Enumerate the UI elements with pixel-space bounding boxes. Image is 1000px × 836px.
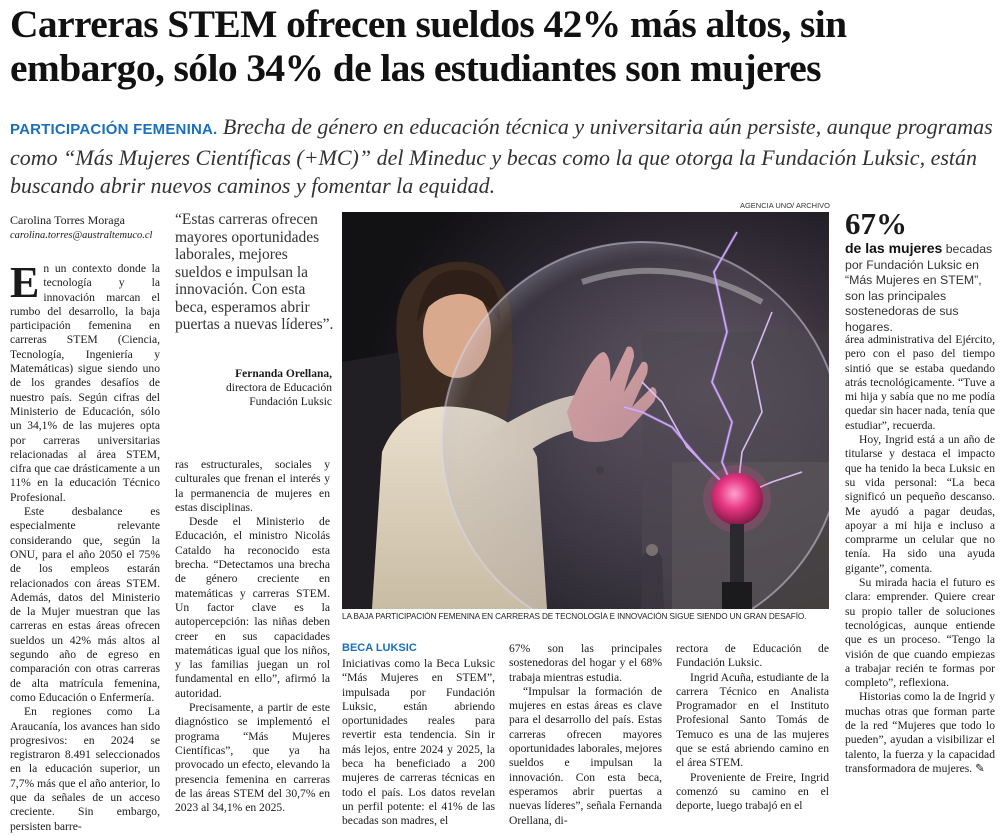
- column-3: [342, 657, 495, 829]
- paragraph: Hoy, Ingrid está a un año de titularse y destaca el impacto que ha tenido la beca Luksic en su vida personal: “La beca significó un pequeño descanso. Me ayudó a pagar deudas, apoyar a mi hija e incluso a comprarme un celular que no tenía. Ha sido una ayuda gigante”, comenta.: [845, 433, 995, 575]
- column-6: [845, 333, 995, 776]
- paragraph: Proveniente de Freire, Ingrid comenzó su camino en el deporte, luego trabajó en el: [676, 770, 829, 813]
- headline: Carreras STEM ofrecen sueldos 42% más altos, sin embargo, sólo 34% de las estudiantes son mujeres: [10, 2, 847, 90]
- stat-text: becadas por Fundación Luksic en “Más Mujeres en STEM”, son las principales sostenedoras de sus hogares.: [845, 242, 993, 334]
- section-label: BECA LUKSIC: [342, 642, 417, 654]
- stat-number: 67%: [845, 206, 907, 241]
- author-email: carolina.torres@australtemuco.cl: [10, 230, 153, 241]
- paragraph: Este desbalance es especialmente relevante considerando que, según la ONU, para el año 2050 el 75% de los empleos estarán relacionados con áreas STEM. Además, datos del Ministerio de la Mujer muestran que las carreras en estas áreas ofrecen sueldos un 42% más altos al segundo año de egreso en comparación con otras carreras de alta matrícula femenina, como Educación o Enfermería.: [10, 505, 160, 704]
- paragraph: Ingrid Acuña, estudiante de la carrera Técnico en Analista Programador en el Instituto Profesional Santo Tomás de Temuco es una de las mujeres que se está abriendo camino en el área STEM.: [676, 670, 829, 770]
- pull-quote-attribution: [175, 367, 332, 409]
- byline: [10, 212, 170, 244]
- drop-cap: E: [10, 258, 40, 307]
- column-4: [509, 642, 662, 828]
- paragraph: “Impulsar la formación de mujeres en estas áreas es clave para el desarrollo del país. Estas carreras ofrecen mayores oportunidades laborales, mejores sueldos e impulsan la innovación. Con esta beca, esperamos abrir puertas a nuevas líderes”, señala Fernanda Orellana, di-: [509, 684, 662, 827]
- quote-role: directora de Educación Fundación Luksic: [226, 382, 332, 408]
- plasma-globe-photo: [342, 212, 829, 609]
- paragraph: 67% son las principales sostenedoras del hogar y el 68% trabaja mientras estudia.: [509, 642, 662, 684]
- author-name: Carolina Torres Moraga: [10, 213, 125, 227]
- paragraph: Precisamente, a partir de este diagnóstico se implementó el programa “Más Mujeres Científicas”, que ya ha provocado un efecto, elevando la presencia femenina en carreras de las áreas STEM del 30,7% en 2023 al 34,1% en 2025.: [175, 701, 330, 815]
- stat-description: [845, 241, 995, 335]
- paragraph: Iniciativas como la Beca Luksic “Más Mujeres en STEM”, impulsada por Fundación Luksic, están abriendo oportunidades reales para revertir esta tendencia. Sin ir más lejos, entre 2024 y 2025, la beca ha beneficiado a 200 mujeres de carreras técnicas en todo el país. Los datos revelan un perfil potente: el 41% de las becadas son madres, el: [342, 657, 495, 828]
- paragraph: Desde el Ministerio de Educación, el ministro Nicolás Cataldo ha reconocido esta brecha. “Detectamos una brecha de género creciente en matemáticas y carreras STEM. Un factor clave es la autopercepción: las niñas deben creer en sus capacidades matemáticas igual que los niños, y las familias juegan un rol fundamental en ello”, afirmó la autoridad.: [175, 515, 330, 700]
- photo-credit: AGENCIA UNO/ ARCHIVO: [739, 201, 830, 210]
- kicker: PARTICIPACIÓN FEMENINA.: [10, 121, 218, 138]
- photo: [342, 212, 829, 609]
- column-2: [175, 458, 330, 815]
- deck: [10, 113, 995, 200]
- paragraph: En regiones como La Araucanía, los avances han sido progresivos: en 2024 se registraron 8.491 seleccionados en la educación superior, un 7,7% más que el año anterior, lo que da señales de un acceso creciente. Sin embargo, persisten barre-: [10, 705, 160, 833]
- paragraph: Historias como la de Ingrid y muchas otras que forman parte de la red “Mujeres que todo lo pueden”, ayudan a visibilizar el talento, la fuerza y la capacidad transformadora de mujeres.: [845, 690, 995, 775]
- end-mark-icon: ✎: [975, 761, 985, 775]
- deck-text: Brecha de género en educación técnica y universitaria aún persiste, aunque programas como “Más Mujeres Científicas (+MC)” del Mineduc y becas como la que otorga la Fundación Luksic, están buscando abrir nuevos caminos y fomentar la equidad.: [10, 114, 993, 198]
- quote-author: Fernanda Orellana,: [235, 368, 332, 380]
- paragraph: Su mirada hacia el futuro es clara: emprender. Quiere crear su propio taller de soluciones tecnológicas, aunque entiende que es un proceso. “Tengo la visión de que cuando empiezas a trabajar recién te formas por completo”, reflexiona.: [845, 576, 995, 690]
- paragraph: n un contexto donde la tecnología y la innovación marcan el rumbo del desarrollo, la baja participación femenina en carreras STEM (Ciencia, Tecnología, Ingeniería y Matemáticas) sigue siendo uno de los grandes desafíos de nuestro país. Según cifras del Ministerio de Educación, sólo un 34,1% de las mujeres opta por carreras universitarias relacionadas al área STEM, cifra que cae drásticamente a un 11% en la educación Técnico Profesional.: [10, 262, 160, 504]
- photo-caption: LA BAJA PARTICIPACIÓN FEMENINA EN CARRERAS DE TECNOLOGÍA E INNOVACIÓN SIGUE SIENDO UN GRAN DESAFÍO.: [342, 612, 807, 621]
- stat-lead: de las mujeres: [845, 240, 943, 256]
- column-1: [10, 258, 160, 834]
- pull-quote: “Estas carreras ofrecen mayores oportunidades laborales, mejores sueldos e impulsan la innovación. Con esta beca, esperamos abrir puertas a nuevas líderes”.: [175, 211, 334, 333]
- paragraph: rectora de Educación de Fundación Luksic.: [676, 642, 829, 670]
- paragraph: ras estructurales, sociales y culturales que frenan el interés y la permanencia de mujeres en estas disciplinas.: [175, 458, 330, 514]
- paragraph: área administrativa del Ejército, pero con el paso del tiempo sintió que se estaba quedando atrás tecnológicamente. “Tuve a mi hija y sabía que no me podía quedar sin hacer nada, tenía que estudiar”, recuerda.: [845, 333, 995, 432]
- column-5: [676, 642, 829, 814]
